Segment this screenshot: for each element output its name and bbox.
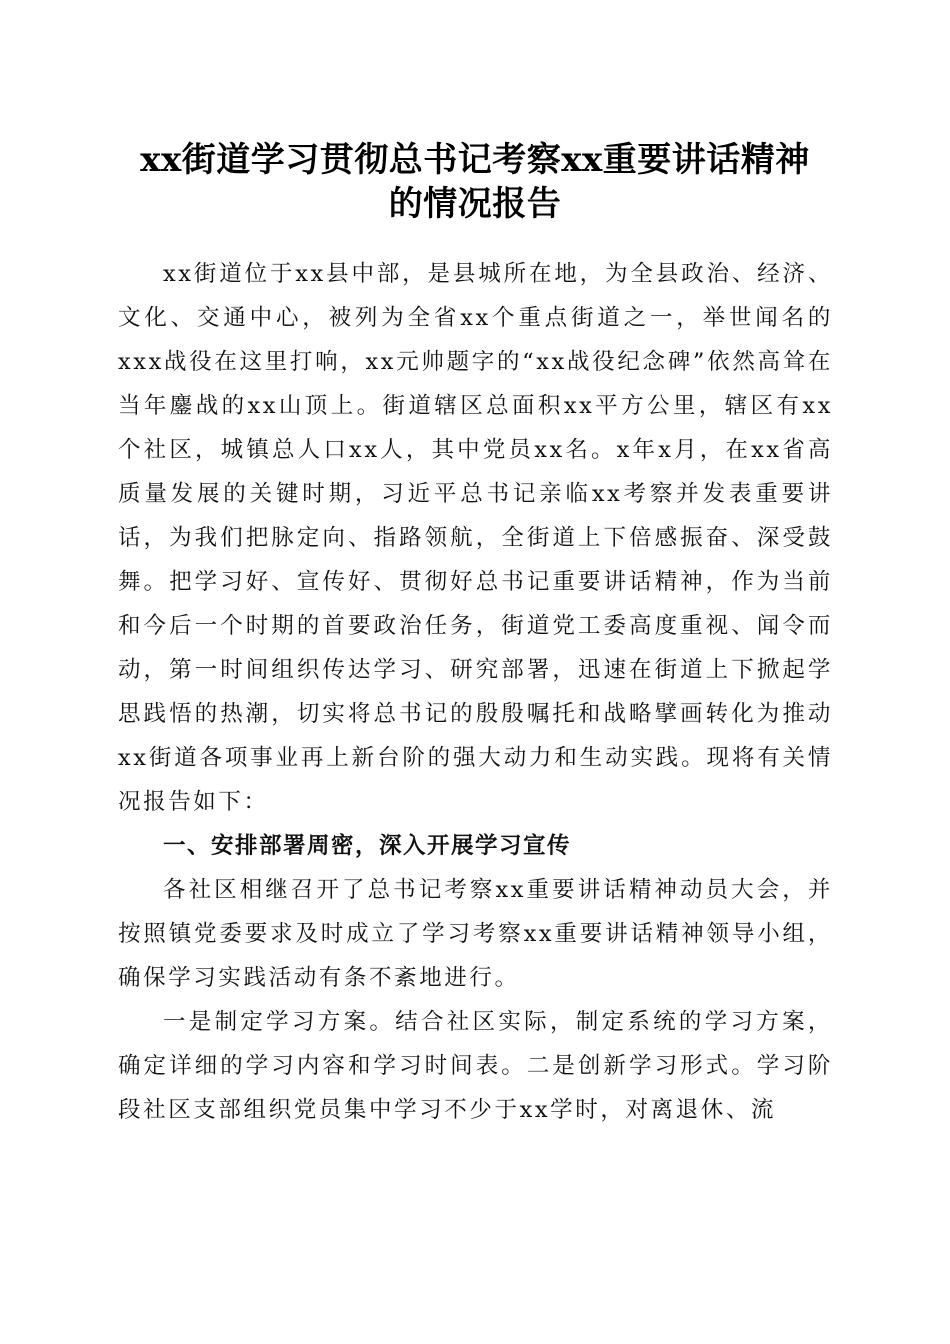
document-title bbox=[100, 138, 850, 226]
document-body bbox=[118, 252, 833, 1132]
paragraph-lead-phrase: 一是制定学习方案。 bbox=[163, 1009, 396, 1035]
title-line-2: 的情况报告 bbox=[388, 184, 562, 224]
paragraph-body-text: 结合社区实际，制定系统的学习方案，确定详细的学习内容和学习时间表。二是创新学习形式。学习阶段社区支部组织党员集中学习不少于xx学时，对离退休、流 bbox=[118, 1009, 834, 1123]
section-1-heading: 一、安排部署周密，深入开展学习宣传 bbox=[163, 833, 572, 859]
title-line-1: xx街道学习贯彻总书记考察xx重要讲话精神 bbox=[140, 140, 810, 180]
section-1-paragraph-1: 各社区相继召开了总书记考察xx重要讲话精神动员大会，并按照镇党委要求及时成立了学习考察xx重要讲话精神领导小组，确保学习实践活动有条不紊地进行。 bbox=[118, 877, 833, 991]
section-1-paragraph-2 bbox=[118, 1000, 833, 1132]
intro-paragraph: xx街道位于xx县中部，是县城所在地，为全县政治、经济、文化、交通中心，被列为全省xx个重点街道之一，举世闻名的xxx战役在这里打响，xx元帅题字的“xx战役纪念碑”依然高耸在当年鏖战的xx山顶上。街道辖区总面积xx平方公里，辖区有xx个社区，城镇总人口xx人，其中党员xx名。x年x月，在xx省高质量发展的关键时期，习近平总书记亲临xx考察并发表重要讲话，为我们把脉定向、指路领航，全街道上下倍感振奋、深受鼓舞。把学习好、宣传好、贯彻好总书记重要讲话精神，作为当前和今后一个时期的首要政治任务，街道党工委高度重视、闻令而动，第一时间组织传达学习、研究部署，迅速在街道上下掀起学思践悟的热潮，切实将总书记的殷殷嘱托和战略擘画转化为推动xx街道各项事业再上新台阶的强大动力和生动实践。现将有关情况报告如下： bbox=[118, 261, 833, 815]
